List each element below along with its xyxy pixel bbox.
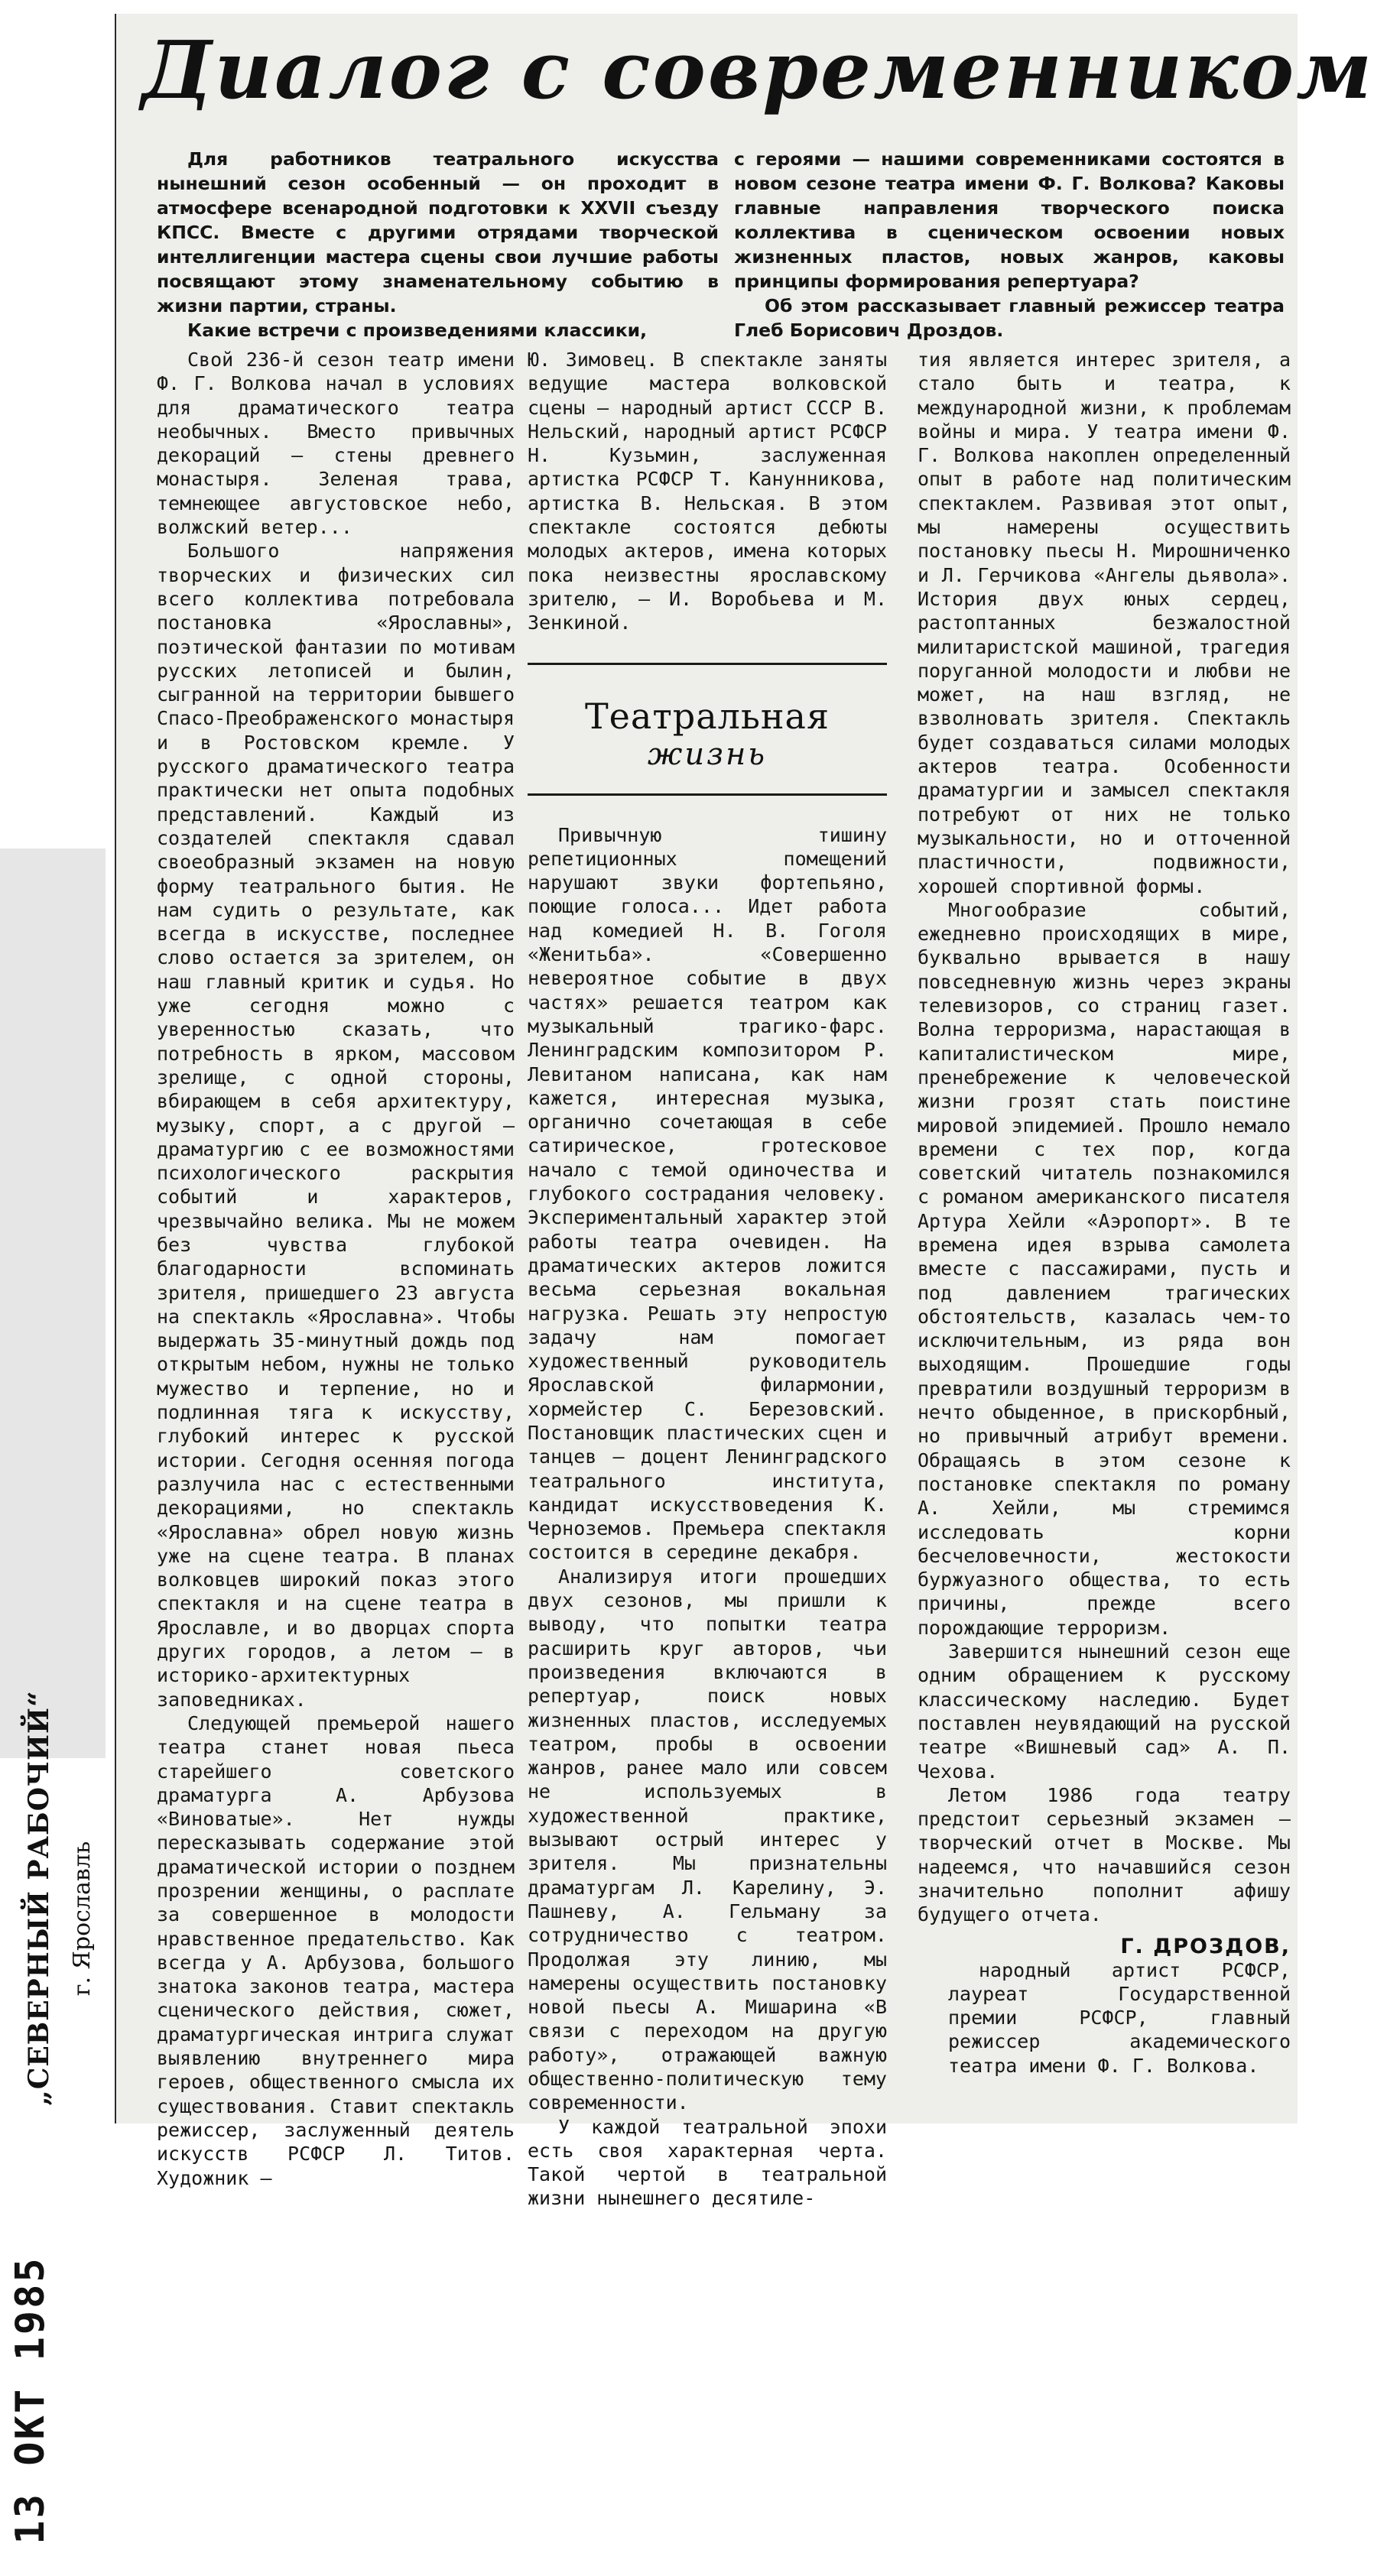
lead-paragraph: с героями — нашими современниками состоятся в новом сезоне театра имени Ф. Г. Волкова? Каковы главные направления творческого поиска коллектива в сценическом освоении новых жизненных пластов, новых жанров, каковы принципы формирования репертуара? bbox=[734, 148, 1285, 292]
clipping-date: 13 ОКТ 1985 bbox=[8, 2256, 54, 2545]
body-paragraph: Большого напряжения творческих и физических сил всего коллектива потребовала постановка «Ярославны», поэтической фантазии по мотивам русских летописей и былин, сыгранной на территории бывшего Спасо-Преображенского монастыря и в Ростовском кремле. У русского драматического театра практически нет опыта подобных представлений. Каждый из создателей спектакля сдавал своеобразный экзамен на новую форму театрального бытия. Не нам судить о результате, как всегда в искусстве, последнее слово остается за зрителем, он наш главный критик и судья. Но уже сегодня можно с уверенностью сказать, что потребность в ярком, массовом зрелище, с одной стороны, вбирающем в себя архитектуру, музыку, спорт, а с другой — драматургию с ее возможностями психологического раскрытия событий и характеров, чрезвычайно велика. Мы не можем без чувства глубокой благодарности вспоминать зрителя, пришедшего 23 августа на спектакль «Ярославна». Чтобы выдержать 35-минутный дождь под открытым небом, нужны не только мужество и терпение, но и подлинная тяга к искусству, глубокий интерес к русской истории. Сегодня осенняя погода разлучила нас с естественными декорациями, но спектакль «Ярославна» обрел новую жизнь уже на сцене театра. В планах волковцев широкий показ этого спектакля и на сцене театра в Ярославле, и во дворцах спорта других городов, а летом — в историко-архитектурных заповедниках. bbox=[157, 540, 515, 1711]
author-signature: Г. ДРОЗДОВ, bbox=[1120, 1934, 1291, 1958]
body-paragraph: Ю. Зимовец. В спектакле заняты ведущие мастера волковской сцены — народный артист СССР В. Нельский, народный артист РСФСР Н. Кузьмин, заслуженная артистка РСФСР Т. Канунникова, артистка В. Нельская. В этом спектакле состоятся дебюты молодых актеров, имена которых пока неизвестны ярославскому зрителю, — И. Воробьева и М. Зенкиной. bbox=[528, 349, 887, 634]
body-paragraph: Следующей премьерой нашего театра станет новая пьеса старейшего советского драматурга А. Арбузова «Виноватые». Нет нужды пересказывать содержание этой драматической истории о позднем прозрении женщины, о расплате за совершенное в молодости нравственное предательство. Как всегда у А. Арбузова, большого знатока законов театра, мастера сценического действия, сюжет, драматургическая интрига служат выявлению внутреннего мира героев, общественного смысла их существования. Ставит спектакль режиссер, заслуженный деятель искусств РСФСР Л. Титов. Художник — bbox=[157, 1711, 515, 2189]
archive-stamp bbox=[0, 848, 106, 2545]
lead-paragraph: Для работников театрального искусства нынешний сезон особенный — он проходит в атмосфере всенародной подготовки к XXVII съезду КПСС. Вместе с другими отрядами творческой интеллигенции мастера сцены свои лучшие работы посвящают этому знаменательному событию в жизни партии, страны. bbox=[157, 148, 719, 316]
body-paragraph: Завершится нынешний сезон еще одним обращением к русскому классическому наследию. Будет поставлен неувядающий на русской театре «Вишневый сад» А. П. Чехова. bbox=[918, 1640, 1291, 1783]
article-column-3 bbox=[918, 348, 1291, 2136]
lead-left bbox=[157, 147, 719, 346]
lead-paragraph: Об этом рассказывает главный режиссер театра Глеб Борисович Дроздов. bbox=[734, 295, 1285, 341]
body-paragraph: Анализируя итоги прошедших двух сезонов, мы пришли к выводу, что попытки театра расширить круг авторов, чьи произведения включаются в репертуар, поиск новых жизненных пластов, исследуемых театром, пробы в освоении жанров, ранее мало или совсем не используемых в художественной практике, вызывают острый интерес у зрителя. Мы признательны драматургам Л. Карелину, Э. Пашневу, А. Гельману за сотрудничество с театром. Продолжая эту линию, мы намерены осуществить постановку новой пьесы А. Мишарина «В связи с переходом на другую работу», отражающей важную общественно-политическую тему современности. bbox=[528, 1565, 887, 2114]
article-headline: Диалог с современником bbox=[141, 23, 1374, 117]
section-rule bbox=[528, 793, 887, 796]
newspaper-city: г. Ярославль bbox=[69, 1841, 96, 1997]
lead-right bbox=[734, 147, 1285, 346]
body-paragraph: тия является интерес зрителя, а стало быть и театра, к международной жизни, к проблемам войны и мира. У театра имени Ф. Г. Волкова накоплен определенный опыт в работе над политическим спектаклем. Развивая этот опыт, мы намерены осуществить постановку пьесы Н. Мирошниченко и Л. Герчикова «Ангелы дьявола». История двух юных сердец, растоптанных безжалостной милитаристской машиной, трагедия поруганной молодости и любви не может, на наш взгляд, не взволновать зрителя. Спектакль будет создаваться силами молодых актеров театра. Особенности драматургии и замысел спектакля потребуют от них не только музыкальности, но и отточенной пластичности, подвижности, хорошей спортивной формы. bbox=[918, 349, 1291, 897]
body-paragraph: Летом 1986 года театру предстоит серьезный экзамен — творческий отчет в Москве. Мы надеемся, что начавшийся сезон значительно пополнит афишу будущего отчета. bbox=[918, 1783, 1291, 1926]
lead-paragraph: Какие встречи с произведениями классики, bbox=[187, 320, 648, 341]
subheading-second-line: жизнь bbox=[647, 736, 768, 772]
body-paragraph: Привычную тишину репетиционных помещений нарушают звуки фортепьяно, поющие голоса... Идет работа над комедией Н. В. Гоголя «Женитьба». «Совершенно невероятное событие в двух частях» решается театром как музыкальный трагико-фарс. Ленинградским композитором Р. Левитаном написана, как нам кажется, интересная музыка, органично сочетающая в себе сатирическое, гротесковое начало с темой одиночества и глубокого сострадания человеку. Экспериментальный характер этой работы театра очевиден. На драматических актеров ложится весьма серьезная вокальная нагрузка. Решать эту непростую задачу нам помогает художественный руководитель Ярославской филармонии, хормейстер С. Березовский. Постановщик пластических сцен и танцев — доцент Ленинградского театрального института, кандидат искусствоведения К. Черноземов. Премьера спектакля состоится в середине декабря. bbox=[528, 823, 887, 1564]
subheading: Театральная bbox=[584, 695, 830, 737]
article-column-2 bbox=[528, 348, 887, 2210]
body-paragraph: У каждой театральной эпохи есть своя характерная черта. Такой чертой в театральной жизни нынешнего десятиле- bbox=[528, 2115, 887, 2210]
newspaper-name: „СЕВЕРНЫЙ РАБОЧИЙ“ bbox=[23, 1690, 55, 2106]
body-paragraph: Свой 236-й сезон театр имени Ф. Г. Волкова начал в условиях для драматического театра необычных. Вместо привычных декораций — стены древнего монастыря. Зеленая трава, темнеющее августовское небо, волжский ветер... bbox=[157, 349, 515, 539]
body-paragraph: Многообразие событий, ежедневно происходящих в мире, буквально врывается в нашу повседневную жизнь через экраны телевизоров, со страниц газет. Волна терроризма, нарастающая в капиталистическом мире, пренебрежение к человеческой жизни грозят стать поистине мировой эпидемией. Прошло немало времени с тех пор, когда советский читатель познакомился с романом американского писателя Артура Хейли «Аэропорт». В те времена идея взрыва самолета вместе с пассажирами, пусть и под давлением трагических обстоятельств, казалась чем-то исключительным, из ряда вон выходящим. Прошедшие годы превратили воздушный терроризм в нечто обыденное, в прискорбный, но привычный атрибут времени. Обращаясь в этом сезоне к постановке спектакля по роману А. Хейли, мы стремимся исследовать корни бесчеловечности, жестокости буржуазного общества, то есть причины, прежде всего порождающие терроризм. bbox=[918, 898, 1291, 1639]
section-rule bbox=[528, 663, 887, 665]
article-column-1 bbox=[157, 348, 515, 2189]
author-title: народный артист РСФСР, лауреат Государственной премии РСФСР, главный режиссер академического театра имени Ф. Г. Волкова. bbox=[948, 1958, 1291, 2077]
